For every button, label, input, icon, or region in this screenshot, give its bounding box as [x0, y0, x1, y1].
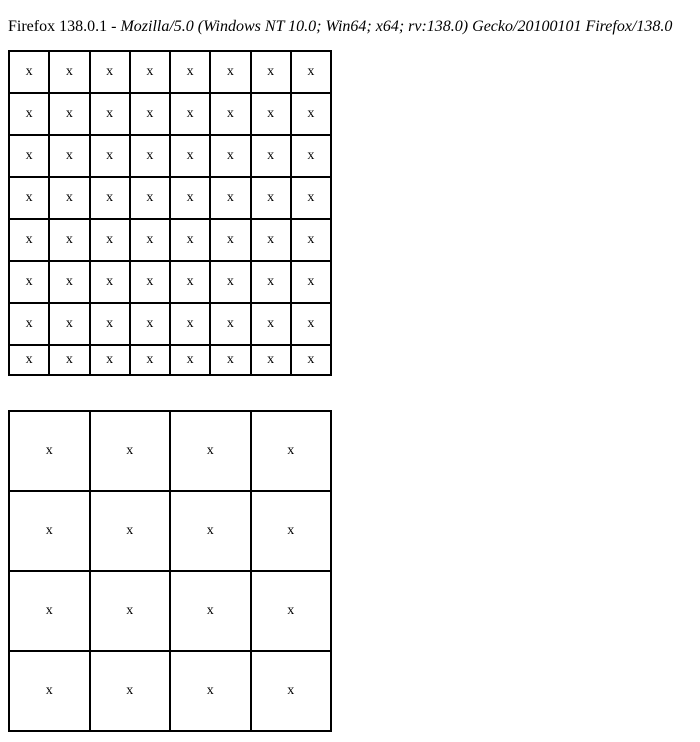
table-cell: x [90, 93, 130, 135]
table-cell: x [90, 651, 171, 731]
table-row [9, 651, 331, 731]
table-cell: x [170, 177, 210, 219]
table-cell: x [251, 135, 291, 177]
table-cell: x [9, 93, 49, 135]
table-cell: x [49, 219, 89, 261]
table-cell: x [9, 345, 49, 375]
table-cell: x [170, 51, 210, 93]
table-cell: x [210, 303, 250, 345]
table-row [9, 135, 331, 177]
table-cell: x [251, 93, 291, 135]
table-cell: x [170, 93, 210, 135]
table-cell: x [49, 303, 89, 345]
table-cell: x [90, 571, 171, 651]
table-cell: x [9, 51, 49, 93]
table-row [9, 261, 331, 303]
table-cell: x [90, 261, 130, 303]
browser-info-line [8, 17, 672, 37]
table-cell: x [170, 491, 251, 571]
table-cell: x [130, 93, 170, 135]
table-row [9, 93, 331, 135]
table-cell: x [90, 177, 130, 219]
table-cell: x [291, 51, 331, 93]
table-cell: x [170, 261, 210, 303]
table-cell: x [9, 303, 49, 345]
table-cell: x [210, 345, 250, 375]
table-cell: x [170, 303, 210, 345]
table-cell: x [210, 177, 250, 219]
table-cell: x [210, 93, 250, 135]
table-cell: x [90, 303, 130, 345]
table-cell: x [90, 345, 130, 375]
table-cell: x [251, 651, 332, 731]
table-row [9, 51, 331, 93]
table-cell: x [49, 345, 89, 375]
table-cell: x [49, 177, 89, 219]
table-cell: x [251, 411, 332, 491]
table-cell: x [291, 219, 331, 261]
table-row [9, 571, 331, 651]
table-cell: x [9, 261, 49, 303]
table-cell: x [291, 93, 331, 135]
table-cell: x [170, 345, 210, 375]
table-cell: x [251, 345, 291, 375]
table-cell: x [9, 491, 90, 571]
table-cell: x [291, 135, 331, 177]
table-cell: x [130, 177, 170, 219]
table-cell: x [251, 491, 332, 571]
table-cell: x [251, 571, 332, 651]
table-cell: x [170, 135, 210, 177]
table-cell: x [291, 177, 331, 219]
small-cell-table [8, 50, 332, 376]
table-cell: x [251, 303, 291, 345]
table-cell: x [170, 219, 210, 261]
table-cell: x [130, 219, 170, 261]
table-cell: x [210, 135, 250, 177]
table-row [9, 177, 331, 219]
table-cell: x [90, 135, 130, 177]
table-cell: x [130, 261, 170, 303]
large-cell-table [8, 410, 332, 732]
table-cell: x [9, 219, 49, 261]
table-cell: x [49, 51, 89, 93]
table-cell: x [90, 219, 130, 261]
table-cell: x [130, 51, 170, 93]
table-cell: x [251, 177, 291, 219]
table-cell: x [49, 93, 89, 135]
table-cell: x [130, 135, 170, 177]
table-cell: x [291, 261, 331, 303]
table-cell: x [130, 303, 170, 345]
table-cell: x [210, 219, 250, 261]
table-cell: x [251, 219, 291, 261]
separator: - [107, 18, 121, 35]
table-cell: x [291, 345, 331, 375]
table-cell: x [9, 135, 49, 177]
table-row [9, 219, 331, 261]
user-agent-string: Mozilla/5.0 (Windows NT 10.0; Win64; x64; rv:138.0) Gecko/20100101 Firefox/138.0 [120, 18, 673, 35]
table-cell: x [90, 51, 130, 93]
table-row [9, 411, 331, 491]
table-cell: x [9, 571, 90, 651]
table-cell: x [9, 411, 90, 491]
table-cell: x [9, 651, 90, 731]
table-row [9, 491, 331, 571]
table-cell: x [9, 177, 49, 219]
table-cell: x [251, 261, 291, 303]
table-row [9, 303, 331, 345]
table-cell: x [49, 261, 89, 303]
table-cell: x [210, 51, 250, 93]
table-cell: x [90, 491, 171, 571]
table-cell: x [170, 411, 251, 491]
table-cell: x [130, 345, 170, 375]
table-cell: x [90, 411, 171, 491]
table-row [9, 345, 331, 375]
table-cell: x [251, 51, 291, 93]
table-cell: x [210, 261, 250, 303]
table-cell: x [170, 571, 251, 651]
table-cell: x [291, 303, 331, 345]
table-cell: x [49, 135, 89, 177]
browser-name-version: Firefox 138.0.1 [8, 18, 108, 35]
table-cell: x [170, 651, 251, 731]
